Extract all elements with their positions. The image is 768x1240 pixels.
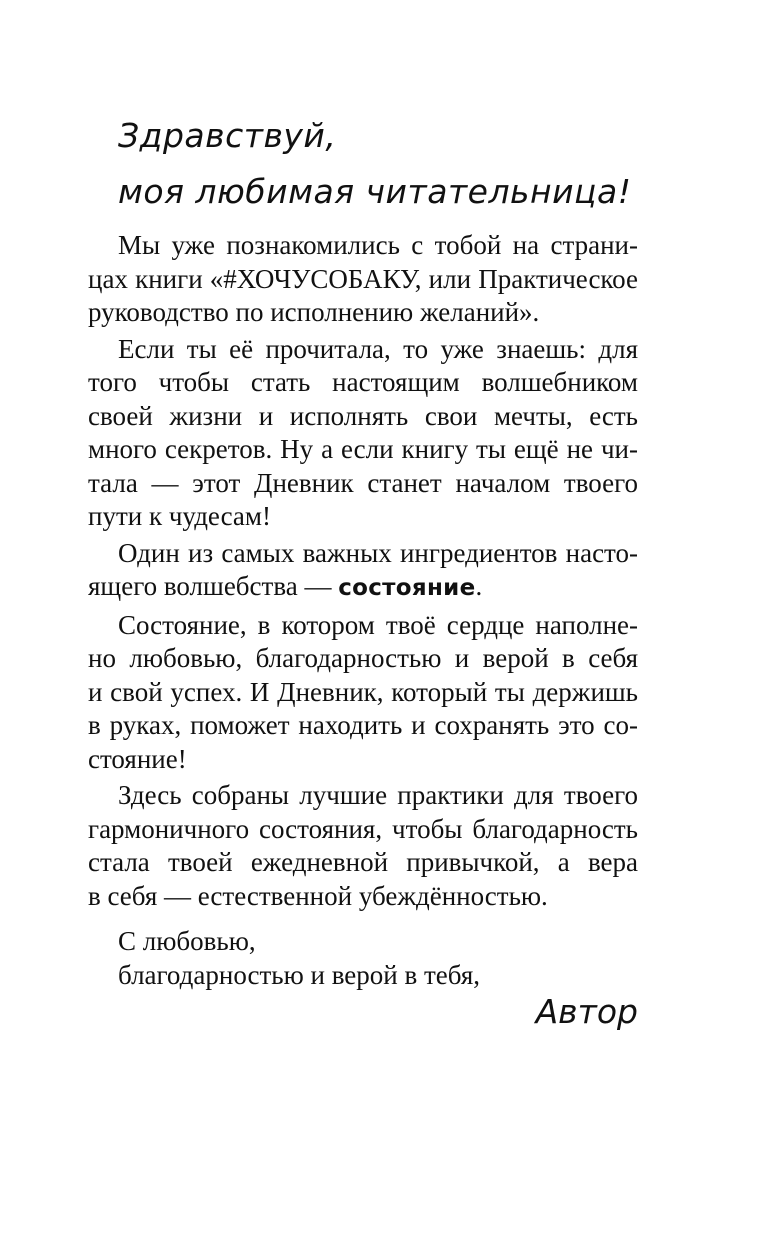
paragraph-line: пути к чудесам! bbox=[88, 501, 271, 531]
paragraph-line: в себя — естественной убеждённостью. bbox=[88, 880, 548, 911]
paragraph-line: Состояние, в котором твоё сердце наполне- bbox=[118, 609, 638, 640]
paragraph-4 bbox=[88, 609, 638, 777]
paragraph-1 bbox=[88, 229, 638, 330]
paragraph-line: цах книги «#ХОЧУСОБАКУ, или Практическое bbox=[88, 263, 638, 294]
paragraph-line: много секретов. Ну а если книгу ты ещё не чи- bbox=[88, 434, 638, 464]
paragraph-line: гармоничного состояния, чтобы благодарность bbox=[88, 813, 638, 844]
paragraph-line-with-emphasis bbox=[88, 570, 638, 606]
paragraph-line: но любовью, благодарностью и верой в себя bbox=[88, 643, 638, 673]
paragraph-2 bbox=[88, 333, 638, 534]
paragraph-line: Здесь собраны лучшие практики для твоего bbox=[118, 780, 638, 810]
emphasized-word: состояние bbox=[338, 575, 476, 601]
greeting-line-1: Здравствуй, bbox=[118, 116, 337, 155]
paragraph-line: руководство по исполнению желаний». bbox=[88, 297, 540, 327]
paragraph-line: стала твоей ежедневной привычкой, а вера bbox=[88, 847, 638, 877]
paragraph-text: . bbox=[475, 571, 483, 601]
paragraph-line: и свой успех. И Дневник, который ты держишь bbox=[88, 676, 638, 707]
paragraph-line: Мы уже познакомились с тобой на страни- bbox=[118, 230, 638, 260]
letter-body bbox=[88, 229, 638, 916]
paragraph-5 bbox=[88, 779, 638, 913]
paragraph-3 bbox=[88, 537, 638, 606]
paragraph-line: Один из самых важных ингредиентов насто- bbox=[118, 537, 638, 568]
greeting-heading bbox=[118, 108, 658, 220]
paragraph-line: стояние! bbox=[88, 743, 187, 774]
greeting-line-2: моя любимая читательница! bbox=[118, 172, 632, 211]
paragraph-line: тала — этот Дневник станет началом твоего bbox=[88, 467, 638, 498]
paragraph-line: Если ты её прочитала, то уже знаешь: для bbox=[118, 333, 638, 364]
closing-line-1: С любовью, bbox=[118, 926, 256, 956]
closing-line-2: благодарностью и верой в тебя, bbox=[118, 960, 480, 990]
paragraph-line: своей жизни и исполнять свои мечты, есть bbox=[88, 400, 638, 431]
paragraph-text: ящего волшебства — bbox=[88, 571, 339, 601]
author-signature: Автор bbox=[535, 992, 638, 1031]
paragraph-line: того чтобы стать настоящим волшебником bbox=[88, 367, 638, 397]
paragraph-line: в руках, поможет находить и сохранять это со- bbox=[88, 710, 638, 740]
closing-salutation bbox=[118, 924, 618, 992]
